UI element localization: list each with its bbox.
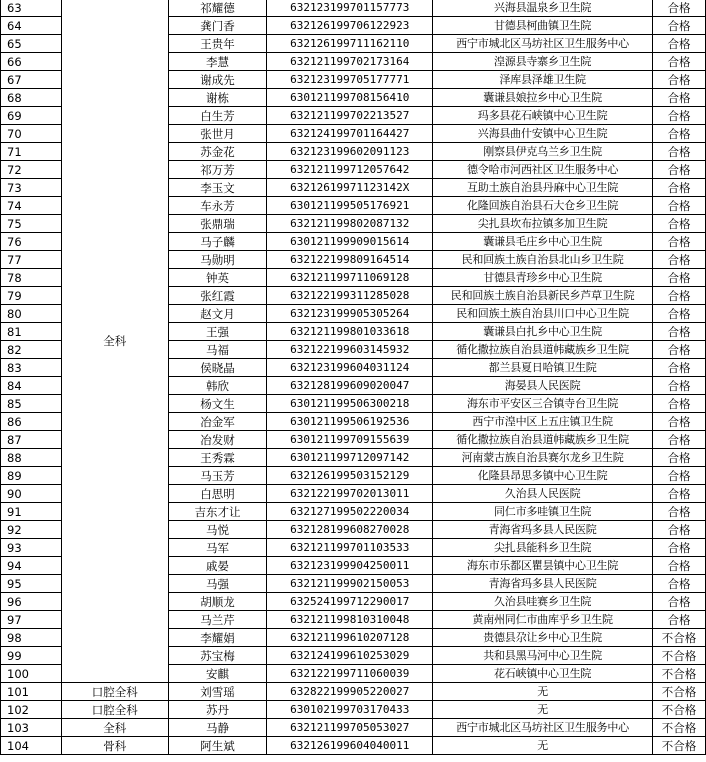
id-number-cell: 632123199904250011 bbox=[267, 557, 433, 575]
id-number-cell: 632121199902150053 bbox=[267, 575, 433, 593]
row-number: 91 bbox=[1, 503, 62, 521]
hospital-cell: 兴海县温泉乡卫生院 bbox=[433, 0, 653, 17]
name-cell: 安麒 bbox=[168, 665, 267, 683]
result-cell: 合格 bbox=[653, 467, 706, 485]
name-cell: 张红霞 bbox=[168, 287, 267, 305]
hospital-cell: 久治县哇赛乡卫生院 bbox=[433, 593, 653, 611]
result-cell: 合格 bbox=[653, 35, 706, 53]
id-number-cell: 632122199702013011 bbox=[267, 485, 433, 503]
name-cell: 赵文月 bbox=[168, 305, 267, 323]
name-cell: 马兰芹 bbox=[168, 611, 267, 629]
name-cell: 李玉文 bbox=[168, 179, 267, 197]
id-number-cell: 632122199809164514 bbox=[267, 251, 433, 269]
hospital-cell: 民和回族土族自治县北山乡卫生院 bbox=[433, 251, 653, 269]
name-cell: 祁万芳 bbox=[168, 161, 267, 179]
row-number: 69 bbox=[1, 107, 62, 125]
hospital-cell: 河南蒙古族自治县赛尔龙乡卫生院 bbox=[433, 449, 653, 467]
row-number: 74 bbox=[1, 197, 62, 215]
result-cell: 合格 bbox=[653, 53, 706, 71]
row-number: 86 bbox=[1, 413, 62, 431]
id-number-cell: 632121199702173164 bbox=[267, 53, 433, 71]
hospital-cell: 共和县黑马河中心卫生院 bbox=[433, 647, 653, 665]
id-number-cell: 632123199705177771 bbox=[267, 71, 433, 89]
name-cell: 刘雪瑶 bbox=[168, 683, 267, 701]
result-cell: 不合格 bbox=[653, 701, 706, 719]
hospital-cell: 青海省玛多县人民医院 bbox=[433, 521, 653, 539]
row-number: 97 bbox=[1, 611, 62, 629]
hospital-cell: 贵德县尕让乡中心卫生院 bbox=[433, 629, 653, 647]
row-number: 102 bbox=[1, 701, 62, 719]
hospital-cell: 西宁市城北区马坊社区卫生服务中心 bbox=[433, 719, 653, 737]
result-cell: 合格 bbox=[653, 575, 706, 593]
result-cell: 合格 bbox=[653, 143, 706, 161]
row-number: 80 bbox=[1, 305, 62, 323]
row-number: 104 bbox=[1, 737, 62, 755]
result-cell: 合格 bbox=[653, 485, 706, 503]
hospital-cell: 循化撒拉族自治县道帏藏族乡卫生院 bbox=[433, 431, 653, 449]
id-number-cell: 632124199701164427 bbox=[267, 125, 433, 143]
row-number: 88 bbox=[1, 449, 62, 467]
name-cell: 谢栋 bbox=[168, 89, 267, 107]
id-number-cell: 632124199610253029 bbox=[267, 647, 433, 665]
hospital-cell: 花石峡镇中心卫生院 bbox=[433, 665, 653, 683]
result-cell: 合格 bbox=[653, 197, 706, 215]
table-body bbox=[1, 0, 706, 755]
hospital-cell: 囊谦县娘拉乡中心卫生院 bbox=[433, 89, 653, 107]
row-number: 82 bbox=[1, 341, 62, 359]
result-cell: 合格 bbox=[653, 377, 706, 395]
hospital-cell: 都兰县夏日哈镇卫生院 bbox=[433, 359, 653, 377]
row-number: 94 bbox=[1, 557, 62, 575]
name-cell: 阿生斌 bbox=[168, 737, 267, 755]
result-cell: 合格 bbox=[653, 341, 706, 359]
row-number: 65 bbox=[1, 35, 62, 53]
name-cell: 吉东才让 bbox=[168, 503, 267, 521]
hospital-cell: 无 bbox=[433, 701, 653, 719]
name-cell: 冶发财 bbox=[168, 431, 267, 449]
hospital-cell: 互助土族自治县丹麻中心卫生院 bbox=[433, 179, 653, 197]
id-number-cell: 630121199909015614 bbox=[267, 233, 433, 251]
id-number-cell: 63212619971123142X bbox=[267, 179, 433, 197]
row-number: 99 bbox=[1, 647, 62, 665]
hospital-cell: 囊谦县白扎乡中心卫生院 bbox=[433, 323, 653, 341]
name-cell: 白思明 bbox=[168, 485, 267, 503]
row-number: 95 bbox=[1, 575, 62, 593]
hospital-cell: 黄南州同仁市曲库乎乡卫生院 bbox=[433, 611, 653, 629]
hospital-cell: 西宁市城北区马坊社区卫生服务中心 bbox=[433, 35, 653, 53]
table-row bbox=[1, 0, 706, 17]
id-number-cell: 632822199905220027 bbox=[267, 683, 433, 701]
result-cell: 合格 bbox=[653, 179, 706, 197]
result-cell: 合格 bbox=[653, 215, 706, 233]
hospital-cell: 尖扎县能科乡卫生院 bbox=[433, 539, 653, 557]
hospital-cell: 民和回族土族自治县川口中心卫生院 bbox=[433, 305, 653, 323]
result-cell: 不合格 bbox=[653, 665, 706, 683]
name-cell: 马军 bbox=[168, 539, 267, 557]
result-cell: 合格 bbox=[653, 17, 706, 35]
name-cell: 谢成先 bbox=[168, 71, 267, 89]
result-cell: 合格 bbox=[653, 71, 706, 89]
name-cell: 马悦 bbox=[168, 521, 267, 539]
hospital-cell: 西宁市湟中区上五庄镇卫生院 bbox=[433, 413, 653, 431]
result-cell: 不合格 bbox=[653, 629, 706, 647]
id-number-cell: 632122199311285028 bbox=[267, 287, 433, 305]
id-number-cell: 632123199905305264 bbox=[267, 305, 433, 323]
hospital-cell: 刚察县伊克乌兰乡卫生院 bbox=[433, 143, 653, 161]
id-number-cell: 632121199712057642 bbox=[267, 161, 433, 179]
name-cell: 王贵年 bbox=[168, 35, 267, 53]
name-cell: 龚门香 bbox=[168, 17, 267, 35]
name-cell: 戚晏 bbox=[168, 557, 267, 575]
hospital-cell: 海东市平安区三合镇寺台卫生院 bbox=[433, 395, 653, 413]
row-number: 84 bbox=[1, 377, 62, 395]
row-number: 103 bbox=[1, 719, 62, 737]
id-number-cell: 632126199706122923 bbox=[267, 17, 433, 35]
name-cell: 苏宝梅 bbox=[168, 647, 267, 665]
name-cell: 侯晓晶 bbox=[168, 359, 267, 377]
id-number-cell: 632126199711162110 bbox=[267, 35, 433, 53]
row-number: 73 bbox=[1, 179, 62, 197]
result-cell: 合格 bbox=[653, 593, 706, 611]
hospital-cell: 泽库县泽雄卫生院 bbox=[433, 71, 653, 89]
name-cell: 李耀娟 bbox=[168, 629, 267, 647]
hospital-cell: 化隆县昂思多镇中心卫生院 bbox=[433, 467, 653, 485]
name-cell: 苏丹 bbox=[168, 701, 267, 719]
id-number-cell: 630121199506300218 bbox=[267, 395, 433, 413]
hospital-cell: 化隆回族自治县石大仓乡卫生院 bbox=[433, 197, 653, 215]
department-cell: 全科 bbox=[61, 719, 168, 737]
result-cell: 合格 bbox=[653, 323, 706, 341]
hospital-cell: 民和回族土族自治县新民乡芦草卫生院 bbox=[433, 287, 653, 305]
id-number-cell: 632121199801033618 bbox=[267, 323, 433, 341]
hospital-cell: 循化撒拉族自治县道帏藏族乡卫生院 bbox=[433, 341, 653, 359]
hospital-cell: 海东市乐都区瞿昙镇中心卫生院 bbox=[433, 557, 653, 575]
result-cell: 合格 bbox=[653, 359, 706, 377]
name-cell: 冶金军 bbox=[168, 413, 267, 431]
name-cell: 苏金花 bbox=[168, 143, 267, 161]
id-number-cell: 632126199503152129 bbox=[267, 467, 433, 485]
id-number-cell: 632128199609020047 bbox=[267, 377, 433, 395]
hospital-cell: 兴海县曲什安镇中心卫生院 bbox=[433, 125, 653, 143]
id-number-cell: 630121199506192536 bbox=[267, 413, 433, 431]
hospital-cell: 海晏县人民医院 bbox=[433, 377, 653, 395]
row-number: 70 bbox=[1, 125, 62, 143]
name-cell: 白生芳 bbox=[168, 107, 267, 125]
row-number: 71 bbox=[1, 143, 62, 161]
department-cell: 骨科 bbox=[61, 737, 168, 755]
id-number-cell: 632121199702213527 bbox=[267, 107, 433, 125]
name-cell: 车永芳 bbox=[168, 197, 267, 215]
id-number-cell: 630121199505176921 bbox=[267, 197, 433, 215]
name-cell: 王强 bbox=[168, 323, 267, 341]
name-cell: 张世月 bbox=[168, 125, 267, 143]
hospital-cell: 青海省玛多县人民医院 bbox=[433, 575, 653, 593]
department-cell: 全科 bbox=[61, 0, 168, 683]
row-number: 78 bbox=[1, 269, 62, 287]
row-number: 90 bbox=[1, 485, 62, 503]
result-cell: 合格 bbox=[653, 107, 706, 125]
department-cell: 口腔全科 bbox=[61, 701, 168, 719]
hospital-cell: 无 bbox=[433, 683, 653, 701]
id-number-cell: 632128199608270028 bbox=[267, 521, 433, 539]
id-number-cell: 632121199802087132 bbox=[267, 215, 433, 233]
row-number: 89 bbox=[1, 467, 62, 485]
row-number: 68 bbox=[1, 89, 62, 107]
result-cell: 合格 bbox=[653, 89, 706, 107]
id-number-cell: 632123199604031124 bbox=[267, 359, 433, 377]
row-number: 79 bbox=[1, 287, 62, 305]
result-cell: 不合格 bbox=[653, 683, 706, 701]
result-cell: 合格 bbox=[653, 395, 706, 413]
name-cell: 马强 bbox=[168, 575, 267, 593]
row-number: 64 bbox=[1, 17, 62, 35]
id-number-cell: 632122199711060039 bbox=[267, 665, 433, 683]
id-number-cell: 632127199502220034 bbox=[267, 503, 433, 521]
row-number: 77 bbox=[1, 251, 62, 269]
result-cell: 合格 bbox=[653, 161, 706, 179]
name-cell: 马福 bbox=[168, 341, 267, 359]
name-cell: 钟英 bbox=[168, 269, 267, 287]
id-number-cell: 632121199705053027 bbox=[267, 719, 433, 737]
row-number: 75 bbox=[1, 215, 62, 233]
name-cell: 马子麟 bbox=[168, 233, 267, 251]
table-row bbox=[1, 683, 706, 701]
row-number: 98 bbox=[1, 629, 62, 647]
hospital-cell: 甘德县青珍乡中心卫生院 bbox=[433, 269, 653, 287]
result-cell: 合格 bbox=[653, 449, 706, 467]
row-number: 96 bbox=[1, 593, 62, 611]
result-cell: 不合格 bbox=[653, 737, 706, 755]
result-cell: 合格 bbox=[653, 557, 706, 575]
result-cell: 合格 bbox=[653, 125, 706, 143]
row-number: 87 bbox=[1, 431, 62, 449]
result-cell: 合格 bbox=[653, 0, 706, 17]
hospital-cell: 玛多县花石峡镇中心卫生院 bbox=[433, 107, 653, 125]
row-number: 76 bbox=[1, 233, 62, 251]
result-cell: 合格 bbox=[653, 233, 706, 251]
result-cell: 合格 bbox=[653, 287, 706, 305]
row-number: 100 bbox=[1, 665, 62, 683]
row-number: 72 bbox=[1, 161, 62, 179]
name-cell: 马静 bbox=[168, 719, 267, 737]
name-cell: 祁耀德 bbox=[168, 0, 267, 17]
row-number: 66 bbox=[1, 53, 62, 71]
id-number-cell: 630102199703170433 bbox=[267, 701, 433, 719]
result-cell: 合格 bbox=[653, 521, 706, 539]
name-cell: 胡顺龙 bbox=[168, 593, 267, 611]
hospital-cell: 尖扎县坎布拉镇多加卫生院 bbox=[433, 215, 653, 233]
id-number-cell: 632121199701103533 bbox=[267, 539, 433, 557]
id-number-cell: 632123199602091123 bbox=[267, 143, 433, 161]
name-cell: 王秀霖 bbox=[168, 449, 267, 467]
hospital-cell: 德令哈市河西社区卫生服务中心 bbox=[433, 161, 653, 179]
result-cell: 不合格 bbox=[653, 719, 706, 737]
id-number-cell: 632524199712290017 bbox=[267, 593, 433, 611]
result-cell: 合格 bbox=[653, 251, 706, 269]
name-cell: 李慧 bbox=[168, 53, 267, 71]
id-number-cell: 632121199810310048 bbox=[267, 611, 433, 629]
result-cell: 合格 bbox=[653, 431, 706, 449]
result-cell: 合格 bbox=[653, 503, 706, 521]
id-number-cell: 630121199709155639 bbox=[267, 431, 433, 449]
name-cell: 韩欣 bbox=[168, 377, 267, 395]
result-cell: 合格 bbox=[653, 413, 706, 431]
table-row bbox=[1, 701, 706, 719]
row-number: 81 bbox=[1, 323, 62, 341]
row-number: 67 bbox=[1, 71, 62, 89]
row-number: 93 bbox=[1, 539, 62, 557]
name-cell: 张鼎瑞 bbox=[168, 215, 267, 233]
id-number-cell: 632121199711069128 bbox=[267, 269, 433, 287]
hospital-cell: 甘德县柯曲镇卫生院 bbox=[433, 17, 653, 35]
name-cell: 马勋明 bbox=[168, 251, 267, 269]
id-number-cell: 632121199610207128 bbox=[267, 629, 433, 647]
hospital-cell: 同仁市多哇镇卫生院 bbox=[433, 503, 653, 521]
table-row bbox=[1, 719, 706, 737]
id-number-cell: 632123199701157773 bbox=[267, 0, 433, 17]
table-row bbox=[1, 737, 706, 755]
row-number: 63 bbox=[1, 0, 62, 17]
row-number: 92 bbox=[1, 521, 62, 539]
name-cell: 马玉芳 bbox=[168, 467, 267, 485]
result-cell: 合格 bbox=[653, 539, 706, 557]
id-number-cell: 632122199603145932 bbox=[267, 341, 433, 359]
department-cell: 口腔全科 bbox=[61, 683, 168, 701]
id-number-cell: 630121199708156410 bbox=[267, 89, 433, 107]
hospital-cell: 无 bbox=[433, 737, 653, 755]
row-number: 85 bbox=[1, 395, 62, 413]
row-number: 101 bbox=[1, 683, 62, 701]
hospital-cell: 湟源县寺寨乡卫生院 bbox=[433, 53, 653, 71]
hospital-cell: 囊谦县毛庄乡中心卫生院 bbox=[433, 233, 653, 251]
name-cell: 杨文生 bbox=[168, 395, 267, 413]
result-cell: 不合格 bbox=[653, 647, 706, 665]
result-cell: 合格 bbox=[653, 269, 706, 287]
row-number: 83 bbox=[1, 359, 62, 377]
result-cell: 合格 bbox=[653, 611, 706, 629]
id-number-cell: 630121199712097142 bbox=[267, 449, 433, 467]
id-number-cell: 632126199604040011 bbox=[267, 737, 433, 755]
hospital-cell: 久治县人民医院 bbox=[433, 485, 653, 503]
result-cell: 合格 bbox=[653, 305, 706, 323]
